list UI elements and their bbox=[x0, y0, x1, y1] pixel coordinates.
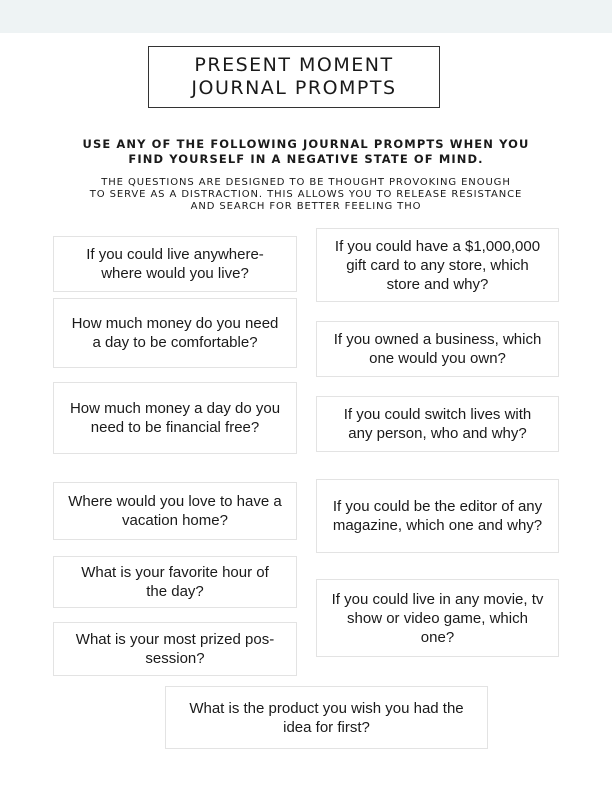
prompt-card-live-anywhere bbox=[53, 236, 297, 292]
prompt-text: What is your favorite hour of bbox=[81, 564, 269, 581]
prompt-text: What is the product you wish you had the bbox=[189, 699, 464, 717]
prompt-text: If you could switch lives with bbox=[343, 406, 532, 423]
intro-line-1: USE ANY OF THE FOLLOWING JOURNAL PROMPTS WHEN YOU bbox=[82, 137, 530, 151]
prompt-card-money-comfortable bbox=[53, 298, 297, 368]
prompt-text: a day to be comfortable? bbox=[92, 334, 258, 351]
title-box bbox=[148, 46, 440, 108]
prompt-text: If you owned a business, which bbox=[333, 331, 542, 348]
top-band bbox=[0, 0, 612, 33]
prompt-text: vacation home? bbox=[122, 512, 228, 529]
prompt-text: If you could be the editor of any bbox=[332, 498, 543, 515]
prompt-card-own-business bbox=[316, 321, 559, 377]
prompt-card-vacation-home bbox=[53, 482, 297, 540]
prompt-text: gift card to any store, which bbox=[346, 256, 529, 274]
prompt-text: How much money do you need bbox=[71, 315, 279, 332]
prompt-card-favorite-hour bbox=[53, 556, 297, 608]
prompt-text: show or video game, which bbox=[347, 609, 528, 627]
prompt-text: How much money a day do you bbox=[69, 400, 281, 417]
prompt-card-gift-card bbox=[316, 228, 559, 302]
prompt-text: one? bbox=[420, 628, 455, 646]
prompt-text: the day? bbox=[146, 583, 204, 600]
intro-line-2: FIND YOURSELF IN A NEGATIVE STATE OF MIND. bbox=[128, 152, 484, 166]
prompt-text: What is your most prized pos- bbox=[75, 631, 275, 648]
prompt-text: one would you own? bbox=[369, 350, 506, 367]
prompt-card-product-idea bbox=[165, 686, 488, 749]
prompt-text: store and why? bbox=[386, 275, 489, 293]
page-title-line-1: PRESENT MOMENT bbox=[194, 54, 394, 76]
description-line-1: THE QUESTIONS ARE DESIGNED TO BE THOUGHT PROVOKING ENOUGH bbox=[101, 177, 511, 188]
prompt-text: idea for first? bbox=[283, 718, 370, 736]
prompt-text: session? bbox=[145, 650, 205, 667]
prompt-text: Where would you love to have a bbox=[68, 493, 282, 510]
prompt-card-prized-possession bbox=[53, 622, 297, 676]
description-line-2: TO SERVE AS A DISTRACTION. THIS ALLOWS YOU TO RELEASE RESISTANCE bbox=[89, 189, 523, 200]
prompt-text: where would you live? bbox=[101, 265, 249, 282]
prompt-card-magazine-editor bbox=[316, 479, 559, 553]
prompt-text: If you could have a $1,000,000 bbox=[334, 237, 541, 255]
prompt-text: If you could live anywhere- bbox=[86, 246, 264, 263]
prompt-text: need to be financial free? bbox=[90, 419, 260, 436]
page-title-line-2: JOURNAL PROMPTS bbox=[191, 77, 397, 99]
description-line-3: AND SEARCH FOR BETTER FEELING THO bbox=[190, 201, 422, 212]
prompt-card-switch-lives bbox=[316, 396, 559, 452]
prompt-text: any person, who and why? bbox=[348, 425, 527, 442]
prompt-text: If you could live in any movie, tv bbox=[331, 590, 544, 608]
prompt-text: magazine, which one and why? bbox=[332, 517, 543, 534]
prompt-card-movie-tv-game bbox=[316, 579, 559, 657]
prompt-card-money-financial-free bbox=[53, 382, 297, 454]
